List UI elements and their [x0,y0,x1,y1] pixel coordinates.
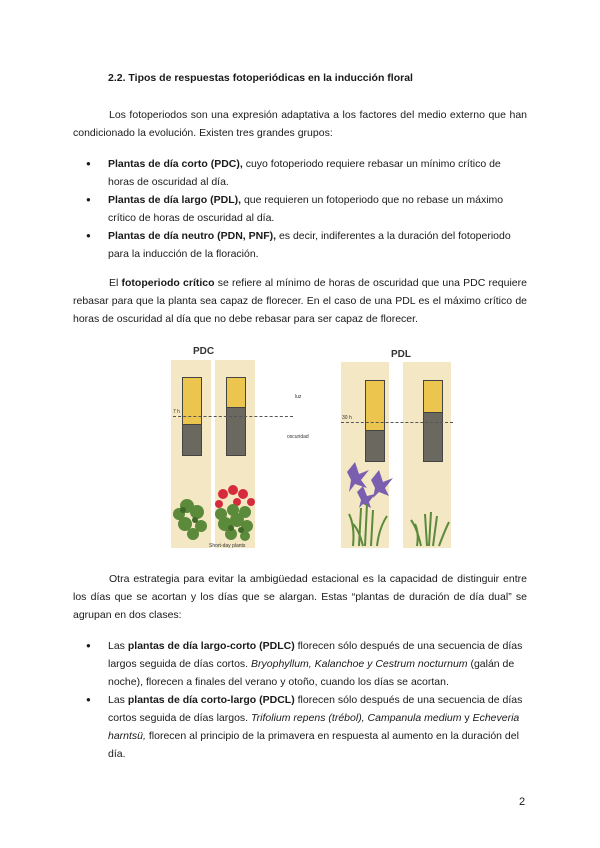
text-fragment: y [461,712,473,724]
pdc-dark-bar-left [182,424,202,456]
pdc-light-bar-left [182,377,202,426]
list-item [86,227,527,263]
text-fragment: Las [108,640,128,652]
pdc-label: PDC [193,346,215,357]
page-number: 2 [519,796,526,808]
section-heading: 2.2. Tipos de respuestas fotoperiódicas en la inducción floral [108,72,413,84]
group-term: Plantas de día corto (PDC), [108,158,243,170]
light-legend-label: luz [295,394,302,400]
text-fragment: florecen sólo después de una secuencia de días cortos seguida de días largos. [108,694,523,724]
text-fragment: se refiere al mínimo de horas de oscuridad que una PDC requiere rebasar para que la planta sea capaz de florecer. En el caso de una PDL es el máximo crítico de horas de oscuridad al día que no debe rebasar para ser capaz de florecer. [73,277,527,325]
group-term: Plantas de día neutro (PDN, PNF), [108,230,277,242]
intro-paragraph: Los fotoperiodos son una expresión adaptativa a los factores del medio externo que han condicionado la evolución. Existen tres grandes grupos: [73,109,527,139]
purple-flowers [347,462,393,508]
list-item [86,691,527,763]
photoperiod-figure [165,340,465,552]
pdcl-species-2: Echeveria harntsü, [108,712,520,742]
dark-legend-label: oscuridad [287,434,309,440]
group-term: Plantas de día largo (PDL), [108,194,242,206]
text-fragment: Las [108,694,128,706]
text-fragment: (galán de noche), florecen a finales del verano y otoño, cuando los días se acortan. [108,658,515,688]
text-fragment: El [109,277,122,289]
pdc-critical-line [173,416,293,417]
pdlc-species: Bryophyllum, Kalanchoe y Cestrum nocturnum [251,658,468,670]
dual-strategy-paragraph: Otra estrategia para evitar la ambigüedad estacional es la capacidad de distinguir entre los días que se acortan y los días que se alargan. Estas “plantas de duración de día dual” se agrupan en dos clases: [73,573,527,621]
critical-photoperiod-term: fotoperiodo crítico [121,277,215,289]
pdcl-term: plantas de día corto-largo (PDCL) [127,694,295,706]
pdl-plants-illustration [341,458,453,548]
pdl-dark-bar-right [423,412,443,462]
pdcl-species: Trifolium repens (trébol), Campanula medium [251,712,462,724]
pdl-light-bar-left [365,380,385,432]
dual-photoperiod-list [86,637,527,763]
text-fragment: florecen sólo después de una secuencia de días largos seguida de días cortos. [108,640,523,670]
pdlc-term: plantas de día largo-corto (PDLC) [127,640,295,652]
list-item [86,637,527,691]
pdc-plants-illustration [171,480,257,548]
pdl-hours-label: 30 h [342,415,352,421]
list-item [86,155,527,191]
figure-credit: Short-day plants [209,543,246,549]
group-text: que requieren un fotoperiodo que no rebase un máximo crítico de horas de oscuridad al día. [108,194,504,224]
text-fragment: florecen al principio de la primavera en respuesta al aumento en la duración del día. [108,730,519,760]
group-text: es decir, indiferentes a la duración del fotoperiodo para la inducción de la floración. [108,230,511,260]
pdc-hours-label: 7 h [173,409,180,415]
pdl-light-bar-right [423,380,443,414]
group-text: cuyo fotoperiodo requiere rebasar un mínimo crítico de horas de oscuridad al día. [108,158,501,188]
pdl-label: PDL [391,349,411,360]
list-item [86,191,527,227]
pdc-light-bar-right [226,377,246,409]
pdl-critical-line [341,422,453,423]
critical-photoperiod-paragraph [73,274,527,328]
photoperiod-groups-list [86,155,527,263]
pdc-dark-bar-right [226,407,246,456]
